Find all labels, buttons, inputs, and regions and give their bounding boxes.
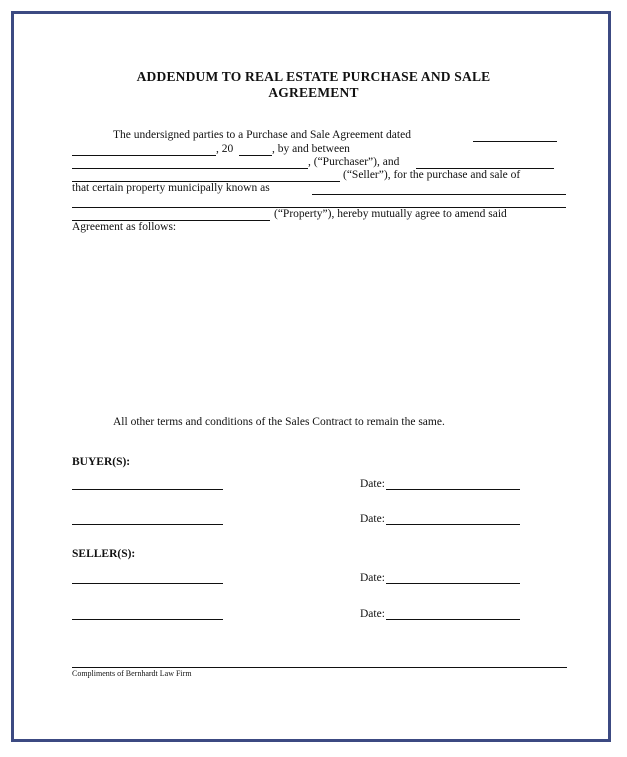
year-prefix-text: , 20 bbox=[216, 143, 234, 155]
seller-signature-line-1[interactable] bbox=[72, 583, 223, 584]
buyer-date-label-2: Date: bbox=[360, 513, 385, 525]
between-text: , by and between bbox=[272, 143, 350, 155]
agreement-date-day-field[interactable] bbox=[72, 155, 216, 156]
buyer-date-field-1[interactable] bbox=[386, 489, 520, 490]
agreement-date-field[interactable] bbox=[473, 141, 557, 142]
property-known-text: that certain property municipally known as bbox=[72, 182, 270, 194]
property-text: (“Property”), hereby mutually agree to amend said bbox=[274, 208, 507, 220]
agreement-follows-text: Agreement as follows: bbox=[72, 221, 177, 233]
buyer-date-field-2[interactable] bbox=[386, 524, 520, 525]
purchaser-text: , (“Purchaser”), and bbox=[308, 156, 400, 168]
property-address-field-part1[interactable] bbox=[312, 194, 566, 195]
seller-signature-line-2[interactable] bbox=[72, 619, 223, 620]
intro-text: The undersigned parties to a Purchase and Sale Agreement dated bbox=[113, 129, 411, 141]
closing-sentence: All other terms and conditions of the Sales Contract to remain the same. bbox=[113, 416, 445, 428]
document-title-line1: ADDENDUM TO REAL ESTATE PURCHASE AND SALE bbox=[136, 69, 491, 84]
buyer-signature-line-2[interactable] bbox=[72, 524, 223, 525]
footer-text: Compliments of Bernhardt Law Firm bbox=[72, 669, 192, 678]
agreement-year-field[interactable] bbox=[239, 155, 272, 156]
buyers-heading: BUYER(S): bbox=[72, 456, 131, 468]
document-title-line2: AGREEMENT bbox=[268, 85, 359, 100]
seller-date-field-2[interactable] bbox=[386, 619, 520, 620]
seller-text: (“Seller”), for the purchase and sale of bbox=[343, 169, 521, 181]
seller-date-label-1: Date: bbox=[360, 572, 385, 584]
sellers-heading: SELLER(S): bbox=[72, 548, 136, 560]
buyer-date-label-1: Date: bbox=[360, 478, 385, 490]
purchaser-name-field[interactable] bbox=[72, 168, 308, 169]
footer-divider bbox=[72, 667, 567, 668]
buyer-signature-line-1[interactable] bbox=[72, 489, 223, 490]
seller-date-label-2: Date: bbox=[360, 608, 385, 620]
seller-date-field-1[interactable] bbox=[386, 583, 520, 584]
